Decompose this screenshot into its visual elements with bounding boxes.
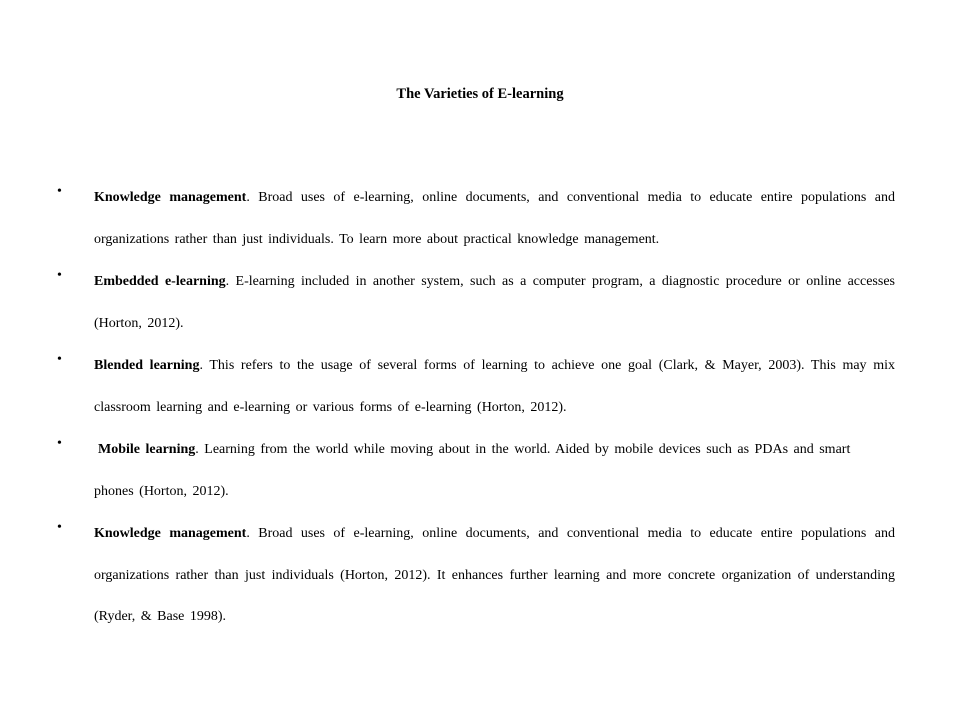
bullet-icon: •: [57, 352, 62, 367]
list-item-description: . Broad uses of e-learning, online documents, and conventional media to educate entire populations and organizations rather than just individuals (Horton, 2012). It enhances further learning and more concrete organization of understanding (Ryder, & Base 1998).: [94, 526, 895, 624]
list-item-text: [94, 429, 895, 512]
list-item: [0, 513, 960, 638]
list-item-text: [94, 177, 895, 260]
list-item: [0, 261, 960, 344]
list-item-text: [94, 345, 895, 428]
list-item-description: . Broad uses of e-learning, online documents, and conventional media to educate entire populations and organizations rather than just individuals. To learn more about practical knowledge management.: [94, 190, 895, 247]
list-item-term: Blended learning: [94, 358, 200, 373]
list-item-term: Knowledge management: [94, 190, 247, 205]
list-item-text: [94, 513, 895, 638]
list-item-description: . E-learning included in another system, such as a computer program, a diagnostic procedure or online accesses (Horton, 2012).: [94, 274, 895, 331]
bullet-icon: •: [57, 268, 62, 283]
page-title: The Varieties of E-learning: [396, 86, 564, 102]
bullet-icon: •: [57, 520, 62, 535]
list-item-term: Mobile learning: [98, 442, 196, 457]
list-item: [0, 429, 960, 512]
list-item-description: . This refers to the usage of several forms of learning to achieve one goal (Clark, & Mayer, 2003). This may mix classroom learning and e-learning or various forms of e-learning (Horton, 2012).: [94, 358, 896, 415]
list-item-term: Knowledge management: [94, 526, 247, 541]
bullet-icon: •: [57, 184, 62, 199]
list-item-text: [94, 261, 895, 344]
list-item-description: . Learning from the world while moving about in the world. Aided by mobile devices such as PDAs and smart phones (Horton, 2012).: [94, 442, 851, 499]
bullet-list: [0, 184, 960, 639]
bullet-icon: •: [57, 436, 62, 451]
list-item: [0, 177, 960, 260]
list-item-term: Embedded e-learning: [94, 274, 226, 289]
list-item: [0, 345, 960, 428]
